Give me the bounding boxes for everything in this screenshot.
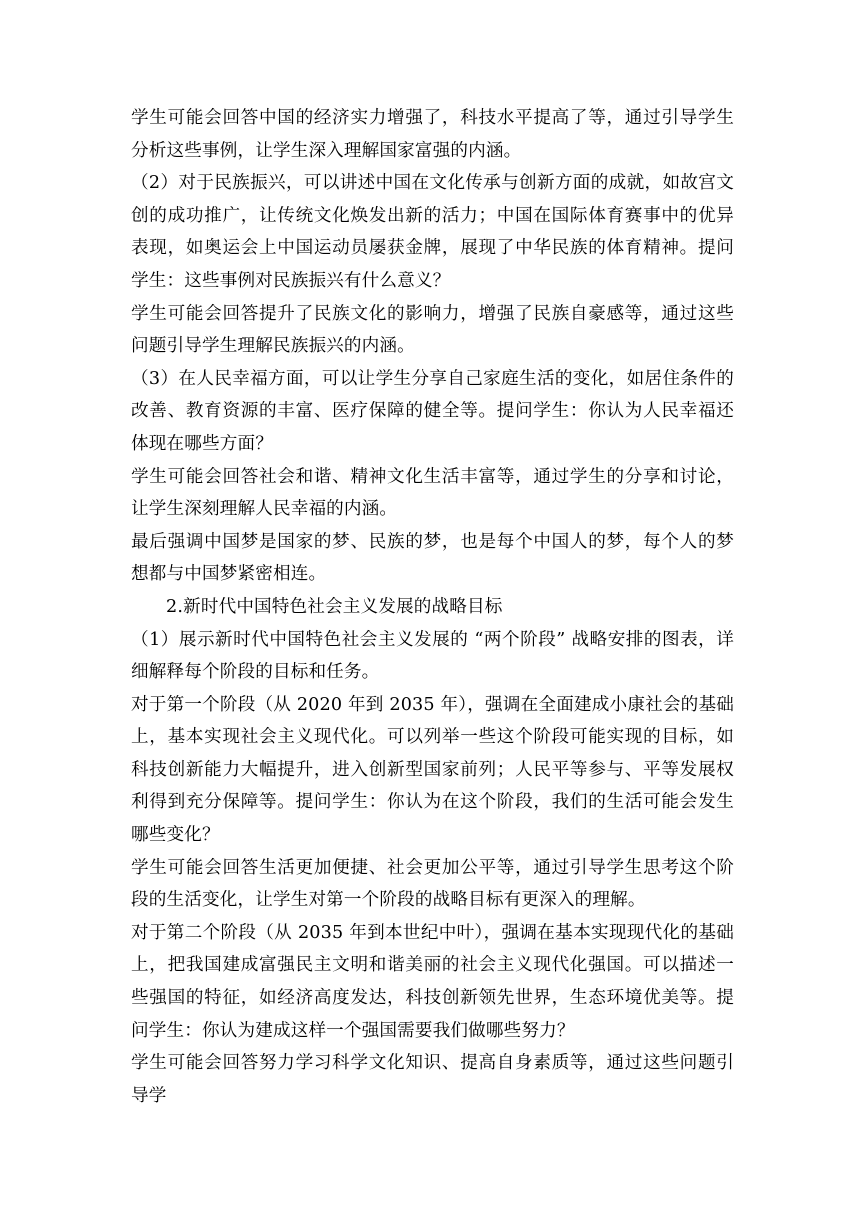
paragraph-answer-national-strength: 学生可能会回答中国的经济实力增强了，科技水平提高了等，通过引导学生分析这些事例，让学生深入理解国家富强的内涵。: [131, 108, 734, 161]
paragraph-second-stage: 对于第二个阶段（从 2035 年到本世纪中叶），强调在基本实现现代化的基础上，把我国建成富强民主文明和谐美丽的社会主义现代化强国。可以描述一些强国的特征，如经济高度发达，科技创新领先世界，生态环境优美等。提问学生：你认为建成这样一个强国需要我们做哪些努力？: [131, 922, 734, 1041]
paragraph-answer-rejuvenation: 学生可能会回答提升了民族文化的影响力，增强了民族自豪感等，通过这些问题引导学生理解民族振兴的内涵。: [131, 303, 734, 357]
paragraph-people-happiness: （3）在人民幸福方面，可以让学生分享自己家庭生活的变化，如居住条件的改善、教育资源的丰富、医疗保障的健全等。提问学生：你认为人民幸福还体现在哪些方面？: [131, 368, 734, 454]
paragraph-first-stage: 对于第一个阶段（从 2020 年到 2035 年），强调在全面建成小康社会的基础上，基本实现社会主义现代化。可以列举一些这个阶段可能实现的目标，如科技创新能力大幅提升，进入创新型国家前列；人民平等参与、平等发展权利得到充分保障等。提问学生：你认为在这个阶段，我们的生活可能会发生哪些变化？: [131, 694, 734, 846]
paragraph-two-stages-chart: （1）展示新时代中国特色社会主义发展的 “两个阶段” 战略安排的图表，详细解释每个阶段的目标和任务。: [131, 629, 734, 683]
paragraph-answer-first-stage: 学生可能会回答生活更加便捷、社会更加公平等，通过引导学生思考这个阶段的生活变化，让学生对第一个阶段的战略目标有更深入的理解。: [131, 857, 734, 911]
paragraph-answer-second-stage: 学生可能会回答努力学习科学文化知识、提高自身素质等，通过这些问题引导学: [131, 1053, 734, 1106]
section-heading-strategic-goals: 2.新时代中国特色社会主义发展的战略目标: [166, 596, 503, 617]
paragraph-national-rejuvenation: （2）对于民族振兴，可以讲述中国在文化传承与创新方面的成就，如故宫文创的成功推广，让传统文化焕发出新的活力；中国在国际体育赛事中的优异表现，如奥运会上中国运动员屡获金牌，展现了中华民族的体育精神。提问学生：这些事例对民族振兴有什么意义？: [131, 173, 734, 291]
document-body: [131, 102, 734, 1112]
paragraph-chinese-dream-summary: 最后强调中国梦是国家的梦、民族的梦，也是每个中国人的梦，每个人的梦想都与中国梦紧密相连。: [131, 531, 734, 585]
paragraph-answer-happiness: 学生可能会回答社会和谐、精神文化生活丰富等，通过学生的分享和讨论，让学生深刻理解人民幸福的内涵。: [131, 466, 734, 520]
